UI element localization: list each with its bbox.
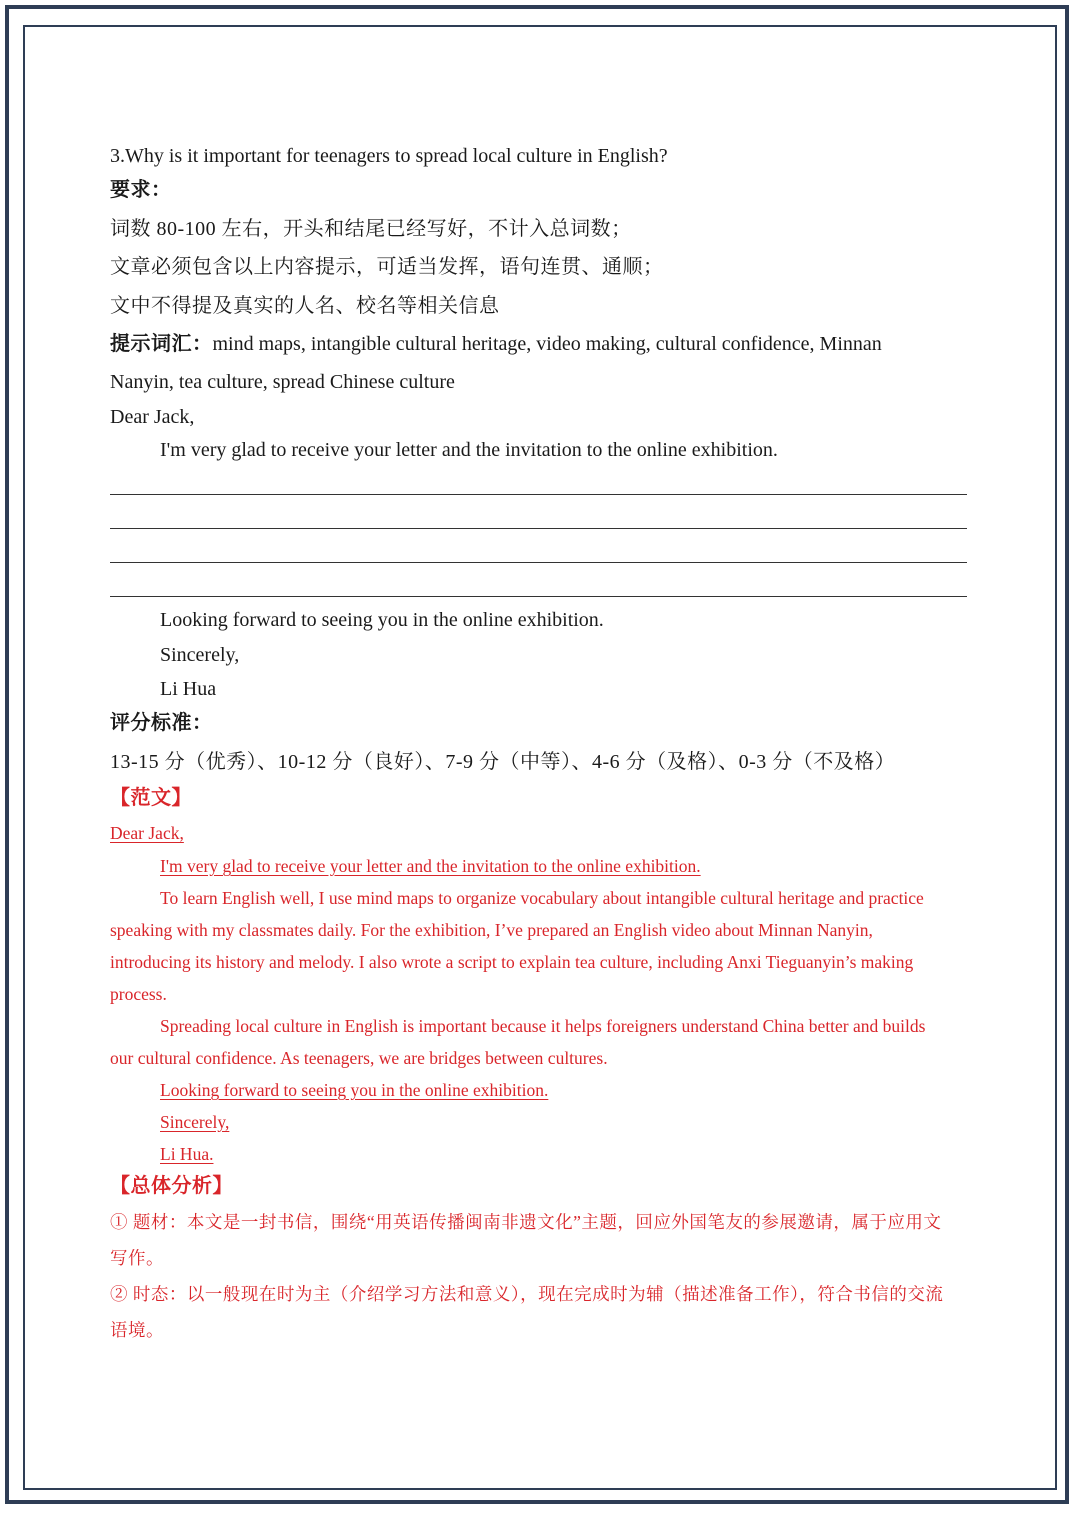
sample-greeting: Dear Jack, xyxy=(110,823,184,843)
analysis-item-2: ② 时态：以一般现在时为主（介绍学习方法和意义），现在完成时为辅（描述准备工作），符合书信的交流 xyxy=(110,1284,944,1304)
hint-line-2: Nanyin, tea culture, spread Chinese culture xyxy=(110,371,455,393)
sample-p2-line: our cultural confidence. As teenagers, we are bridges between cultures. xyxy=(110,1048,608,1068)
scoring-line: 13-15 分（优秀）、10-12 分（良好）、7-9 分（中等）、4-6 分（及格）、0-3 分（不及格） xyxy=(110,751,896,773)
sample-name: Li Hua. xyxy=(160,1144,214,1164)
letter-opening: I'm very glad to receive your letter and the invitation to the online exhibition. xyxy=(160,439,778,461)
letter-closing: Looking forward to seeing you in the online exhibition. xyxy=(160,609,604,631)
question-3: 3.Why is it important for teenagers to spread local culture in English? xyxy=(110,145,668,167)
answer-blank-line[interactable] xyxy=(110,494,967,495)
answer-blank-line[interactable] xyxy=(110,528,967,529)
answer-blank-line[interactable] xyxy=(110,596,967,597)
sample-p1-line: To learn English well, I use mind maps to organize vocabulary about intangible cultural heritage and practice xyxy=(160,888,924,908)
sample-signoff: Sincerely, xyxy=(160,1112,230,1132)
sample-p2-line: Spreading local culture in English is important because it helps foreigners understand China better and builds xyxy=(160,1016,926,1036)
scoring-heading: 评分标准： xyxy=(110,712,213,734)
analysis-heading: 【总体分析】 xyxy=(110,1175,233,1197)
sample-p1-line: introducing its history and melody. I also wrote a script to explain tea culture, including Anxi Tieguanyin’s making xyxy=(110,952,914,972)
answer-blank-line[interactable] xyxy=(110,562,967,563)
requirement-3: 文中不得提及真实的人名、校名等相关信息 xyxy=(110,295,500,317)
requirements-heading: 要求： xyxy=(110,179,172,201)
sample-p1-line: process. xyxy=(110,984,167,1004)
letter-greeting: Dear Jack, xyxy=(110,406,195,428)
hint-words-1: mind maps, intangible cultural heritage, video making, cultural confidence, Minnan xyxy=(212,333,882,355)
hint-line-1 xyxy=(110,332,882,356)
requirement-2: 文章必须包含以上内容提示，可适当发挥，语句连贯、通顺； xyxy=(110,256,664,278)
letter-name: Li Hua xyxy=(160,678,217,700)
sample-opening: I'm very glad to receive your letter and the invitation to the online exhibition. xyxy=(160,856,701,876)
sample-closing: Looking forward to seeing you in the online exhibition. xyxy=(160,1080,549,1100)
requirement-1: 词数 80-100 左右，开头和结尾已经写好，不计入总词数； xyxy=(110,218,632,240)
sample-heading: 【范文】 xyxy=(110,787,192,809)
analysis-item-1: ① 题材：本文是一封书信，围绕“用英语传播闽南非遗文化”主题，回应外国笔友的参展邀请，属于应用文 xyxy=(110,1212,942,1232)
analysis-item-2-cont: 语境。 xyxy=(110,1320,164,1340)
sample-p1-line: speaking with my classmates daily. For the exhibition, I’ve prepared an English video about Minnan Nanyin, xyxy=(110,920,873,940)
analysis-item-1-cont: 写作。 xyxy=(110,1248,164,1268)
hint-label: 提示词汇： xyxy=(110,333,213,355)
letter-signoff: Sincerely, xyxy=(160,644,240,666)
